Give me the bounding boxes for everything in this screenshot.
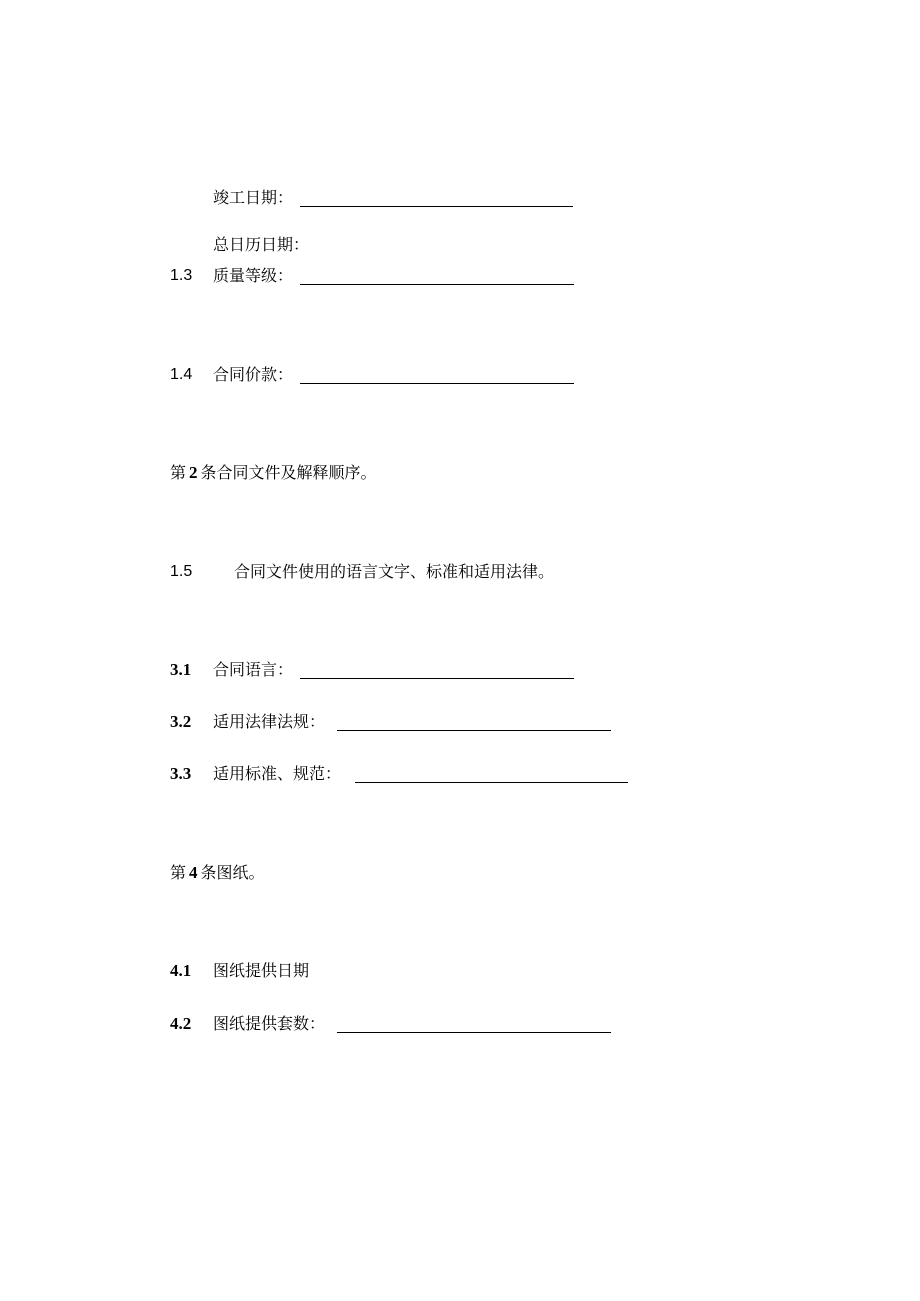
quality-label: 质量等级： xyxy=(213,266,294,285)
applicable-standards-number: 3.3 xyxy=(170,764,192,783)
article-2-prefix: 第 xyxy=(170,463,187,482)
drawing-sets-label: 图纸提供套数： xyxy=(213,1014,326,1033)
applicable-law-blank[interactable] xyxy=(337,730,611,731)
contract-language-number: 3.1 xyxy=(170,660,192,679)
article-2-heading xyxy=(170,463,377,483)
contract-language-blank[interactable] xyxy=(300,678,574,679)
completion-date-label: 竣工日期： xyxy=(213,188,294,207)
article-2-number: 2 xyxy=(189,463,198,482)
drawing-date-number: 4.1 xyxy=(170,961,192,980)
applicable-standards-label: 适用标准、规范： xyxy=(213,764,342,783)
quality-number: 1.3 xyxy=(170,267,193,284)
total-days-label: 总日历日期： xyxy=(213,235,310,254)
price-blank[interactable] xyxy=(300,383,574,384)
drawing-sets-number: 4.2 xyxy=(170,1014,192,1033)
contract-language-label: 合同语言： xyxy=(213,660,294,679)
article-4-title: 条图纸。 xyxy=(200,863,265,882)
drawing-sets-blank[interactable] xyxy=(337,1032,611,1033)
article-2-title: 条合同文件及解释顺序。 xyxy=(200,463,377,482)
article-4-number: 4 xyxy=(189,863,198,882)
drawing-date-label: 图纸提供日期 xyxy=(213,961,310,980)
applicable-law-label: 适用法律法规： xyxy=(213,712,326,731)
language-std-number: 1.5 xyxy=(170,563,193,580)
applicable-law-number: 3.2 xyxy=(170,712,192,731)
quality-blank[interactable] xyxy=(300,284,574,285)
language-std-label: 合同文件使用的语言文字、标准和适用法律。 xyxy=(234,562,555,581)
price-label: 合同价款： xyxy=(213,365,294,384)
applicable-standards-blank[interactable] xyxy=(355,782,628,783)
price-number: 1.4 xyxy=(170,366,193,383)
article-4-prefix: 第 xyxy=(170,863,187,882)
article-4-heading xyxy=(170,863,265,883)
completion-date-blank[interactable] xyxy=(300,206,573,207)
